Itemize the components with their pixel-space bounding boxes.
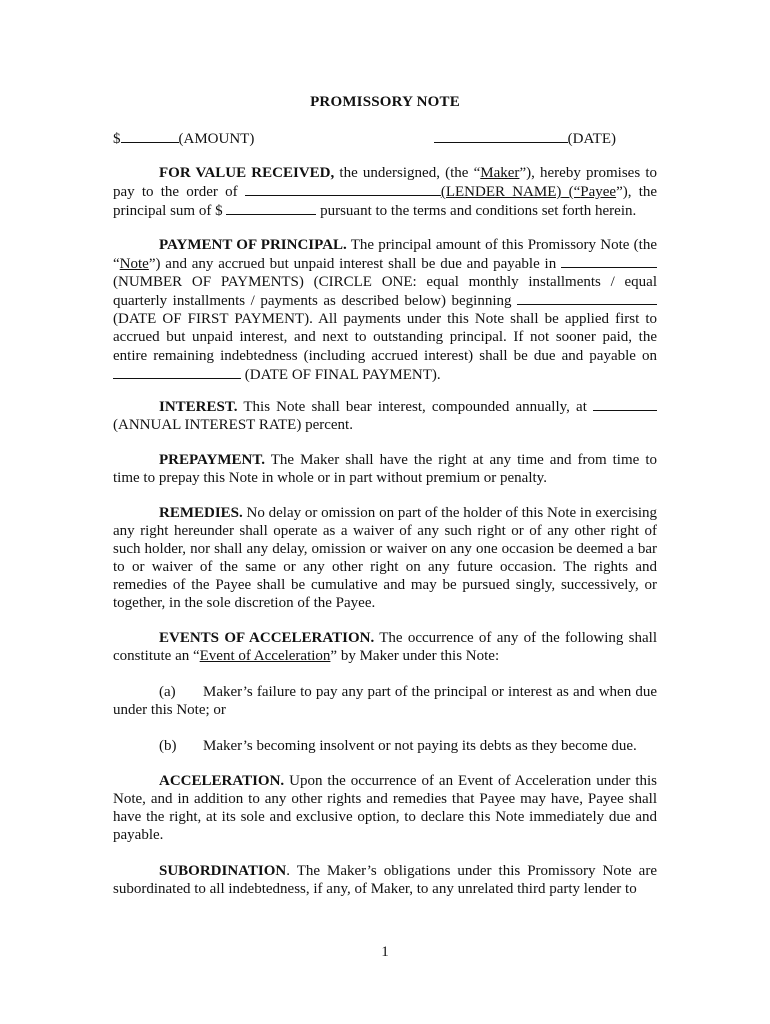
acceleration-heading: ACCELERATION. — [159, 773, 285, 789]
for-value-text: (“ — [561, 184, 581, 201]
date-label: (DATE) — [567, 131, 616, 147]
date-field-group — [434, 129, 616, 148]
page-number: 1 — [381, 944, 389, 960]
interest-heading: INTEREST. — [159, 399, 238, 415]
for-value-text: pursuant to the terms and conditions set forth herein. — [316, 203, 637, 220]
item-a-text: Maker’s failure to pay any part of the principal or interest as and when due under this Note; or — [113, 684, 657, 719]
events-heading: EVENTS OF ACCELERATION. — [159, 630, 375, 646]
events-text: ” by Maker under this Note: — [330, 648, 500, 665]
payment-paragraph — [113, 236, 657, 384]
for-value-paragraph — [113, 164, 657, 220]
interest-paragraph — [113, 397, 657, 434]
remedies-text: No delay or omission on part of the holder of this Note in exercising any right hereunder shall operate as a waiver of any such right or of any other right of such holder, nor shall any delay, omission or waiver on any one occasion be deemed a bar to or waiver of the same or any other right on any future occasion. The rights and remedies of the Payee shall be cumulative and may be pursued singly, successively, or together, in the sole discretion of the Payee. — [113, 505, 657, 612]
final-payment-date-blank — [113, 365, 241, 379]
lender-name-label: (LENDER NAME) — [440, 184, 562, 201]
payment-text: (NUMBER OF PAYMENTS) (CIRCLE ONE: equal monthly installments / equal quarterly installments / payments as described below) beginning — [113, 274, 657, 310]
amount-date-line — [113, 129, 657, 149]
number-of-payments-blank — [561, 254, 657, 268]
for-value-heading: FOR VALUE RECEIVED, — [159, 165, 335, 181]
payment-text: (DATE OF FIRST PAYMENT). All payments under this Note shall be applied first to accrued but unpaid interest, and next to outstanding principal. If not sooner paid, the entire remaining indebtedness (including accrued interest) shall be due and payable on — [113, 311, 657, 364]
lender-name-blank — [245, 182, 441, 196]
item-b-label: (b) — [159, 738, 177, 754]
interest-text: (ANNUAL INTEREST RATE) percent. — [113, 417, 353, 434]
acceleration-text: Upon the occurrence of an Event of Acceleration under this Note, and in addition to any other rights and remedies that Payee may have, Payee shall have the right, at its sole and exclusive option, to declare this Note immediately due and payable. — [113, 773, 657, 844]
principal-sum-blank — [226, 201, 316, 215]
prepayment-paragraph — [113, 451, 657, 487]
note-term: Note — [119, 256, 149, 273]
subordination-paragraph — [113, 862, 657, 898]
subordination-text: . The Maker’s obligations under this Promissory Note are subordinated to all indebtedness, if any, of Maker, to any unrelated third party lender to — [113, 863, 657, 898]
maker-term: Maker — [480, 165, 520, 181]
prepayment-text: The Maker shall have the right at any time and from time to time to prepay this Note in whole or in part without premium or penalty. — [113, 452, 657, 487]
events-paragraph — [113, 629, 657, 665]
item-b-text: Maker’s becoming insolvent or not paying its debts as they become due. — [203, 738, 637, 754]
date-blank — [434, 129, 568, 143]
amount-blank — [121, 129, 179, 143]
list-item-b — [113, 737, 657, 755]
document-title: PROMISSORY NOTE — [310, 94, 460, 110]
item-a-label: (a) — [159, 684, 176, 700]
interest-text: This Note shall bear interest, compounded annually, at — [237, 399, 593, 415]
payment-text: ”) and any accrued but unpaid interest shall be due and payable in — [148, 256, 561, 273]
remedies-heading: REMEDIES. — [159, 505, 243, 521]
for-value-text: the undersigned, (the “ — [334, 165, 481, 181]
payment-text: (DATE OF FINAL PAYMENT). — [241, 366, 441, 383]
acceleration-paragraph — [113, 772, 657, 844]
for-value-text: ”), the principal sum of $ — [113, 184, 658, 220]
event-of-acceleration-term: Event of Acceleration — [199, 648, 331, 665]
payee-term: Payee — [580, 184, 617, 201]
list-item-a — [113, 683, 657, 719]
prepayment-heading: PREPAYMENT. — [159, 452, 265, 468]
events-text: The occurrence of any of the following shall constitute an “ — [113, 630, 658, 665]
interest-rate-blank — [593, 397, 657, 411]
subordination-heading: SUBORDINATION — [159, 863, 287, 879]
amount-label: (AMOUNT) — [178, 131, 255, 147]
remedies-paragraph — [113, 504, 657, 613]
first-payment-date-blank — [517, 291, 657, 305]
dollar-sign: $ — [113, 131, 121, 147]
amount-field-group — [113, 129, 254, 148]
payment-heading: PAYMENT OF PRINCIPAL. — [159, 237, 347, 253]
for-value-text: ”), hereby promises to pay to the order of — [113, 165, 657, 201]
payment-text: The principal amount of this Promissory Note (the “ — [113, 237, 657, 273]
